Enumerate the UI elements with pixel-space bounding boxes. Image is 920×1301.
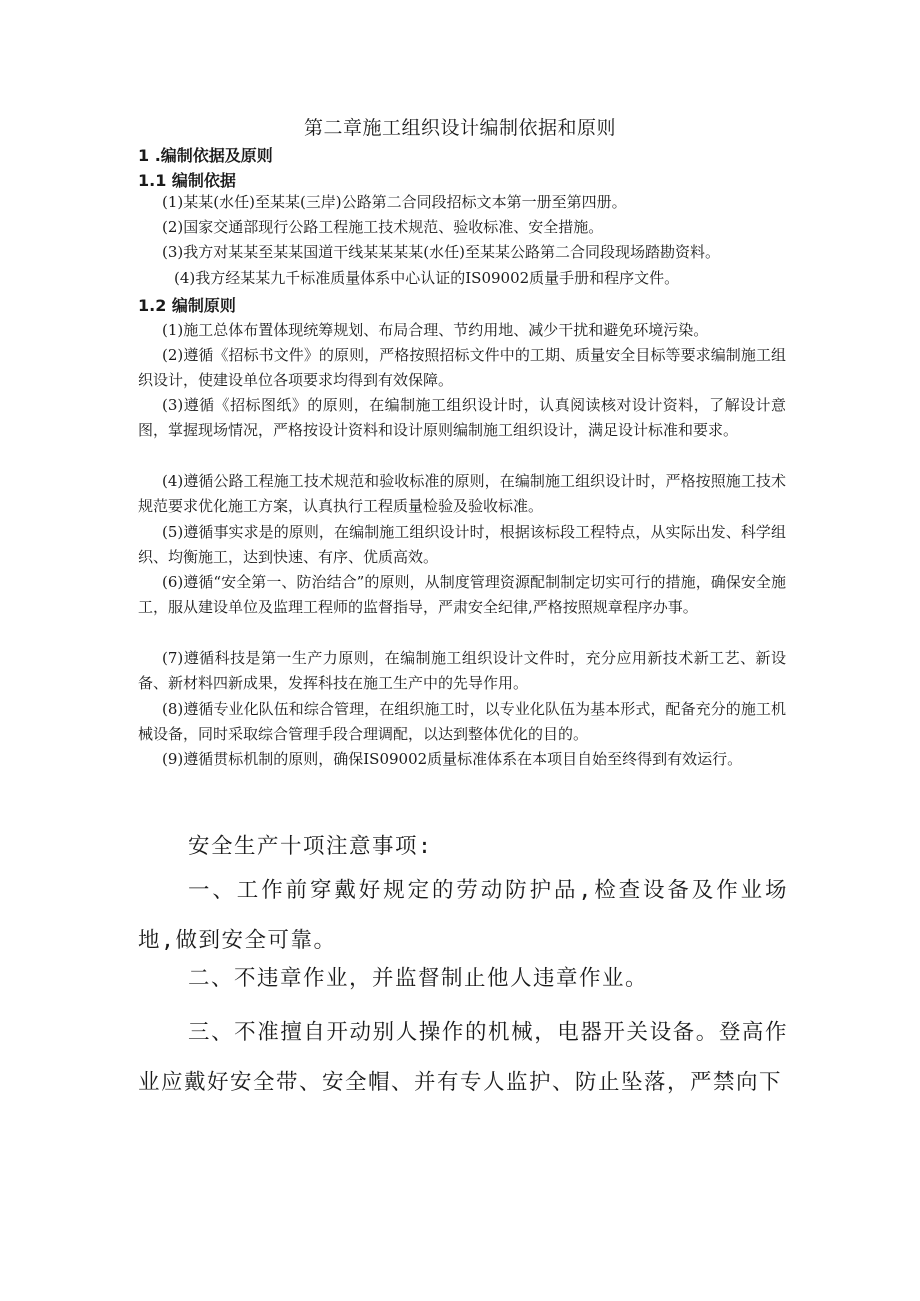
- section-heading-1: 1 .编制依据及原则: [138, 146, 273, 165]
- principle-item-9: (9)遵循贯标机制的原则，确保IS09002质量标准体系在本项目自始至终得到有效运行。: [162, 750, 743, 768]
- chapter-title: 第二章施工组织设计编制依据和原则: [303, 117, 616, 139]
- principle-item-8: (8)遵循专业化队伍和综合管理，在组织施工时，以专业化队伍为基本形式，配备充分的施工机械设备，同时采取综合管理手段合理调配，以达到整体优化的目的。: [138, 700, 786, 743]
- safety-heading: 安全生产十项注意事项:: [188, 834, 433, 859]
- safety-item-1: 一、工作前穿戴好规定的劳动防护品,检查设备及作业场地,做到安全可靠。: [138, 878, 788, 953]
- safety-item-3: 三、不准擅自开动别人操作的机械，电器开关设备。登高作业应戴好安全带、安全帽、并有专人监护、防止坠落，严禁向下: [138, 1020, 788, 1095]
- basis-item-2: (2)国家交通部现行公路工程施工技术规范、验收标准、安全措施。: [162, 218, 604, 236]
- basis-item-1: (1)某某(水任)至某某(三岸)公路第二合同段招标文本第一册至第四册。: [162, 193, 627, 211]
- basis-item-3: (3)我方对某某至某某国道干线某某某某(水任)至某某公路第二合同段现场踏勘资料。: [162, 243, 720, 261]
- principle-item-6: (6)遵循“安全第一、防治结合”的原则，从制度管理资源配制制定切实可行的措施，确保安全施工，服从建设单位及监理工程师的监督指导，严肃安全纪律,严格按照规章程序办事。: [138, 573, 786, 616]
- section-heading-1-1: 1.1 编制依据: [138, 171, 236, 190]
- principle-item-3: (3)遵循《招标图纸》的原则，在编制施工组织设计时，认真阅读核对设计资料，了解设计意图，掌握现场情况，严格按设计资料和设计原则编制施工组织设计，满足设计标准和要求。: [138, 396, 786, 439]
- principle-item-7: (7)遵循科技是第一生产力原则，在编制施工组织设计文件时，充分应用新技术新工艺、新设备、新材料四新成果，发挥科技在施工生产中的先导作用。: [138, 649, 786, 692]
- principle-item-2: (2)遵循《招标书文件》的原则，严格按照招标文件中的工期、质量安全目标等要求编制施工组织设计，使建设单位各项要求均得到有效保障。: [138, 346, 786, 389]
- principle-item-1: (1)施工总体布置体现统筹规划、布局合理、节约用地、减少干扰和避免环境污染。: [162, 321, 709, 339]
- basis-item-4: (4)我方经某某九千标准质量体系中心认证的IS09002质量手册和程序文件。: [174, 269, 680, 287]
- principle-item-4: (4)遵循公路工程施工技术规范和验收标准的原则，在编制施工组织设计时，严格按照施工技术规范要求优化施工方案，认真执行工程质量检验及验收标准。: [138, 472, 786, 515]
- principle-item-5: (5)遵循事实求是的原则，在编制施工组织设计时，根据该标段工程特点，从实际出发、科学组织、均衡施工，达到快速、有序、优质高效。: [138, 523, 786, 566]
- safety-item-2: 二、不违章作业，并监督制止他人违章作业。: [188, 966, 649, 991]
- section-heading-1-2: 1.2 编制原则: [138, 296, 236, 315]
